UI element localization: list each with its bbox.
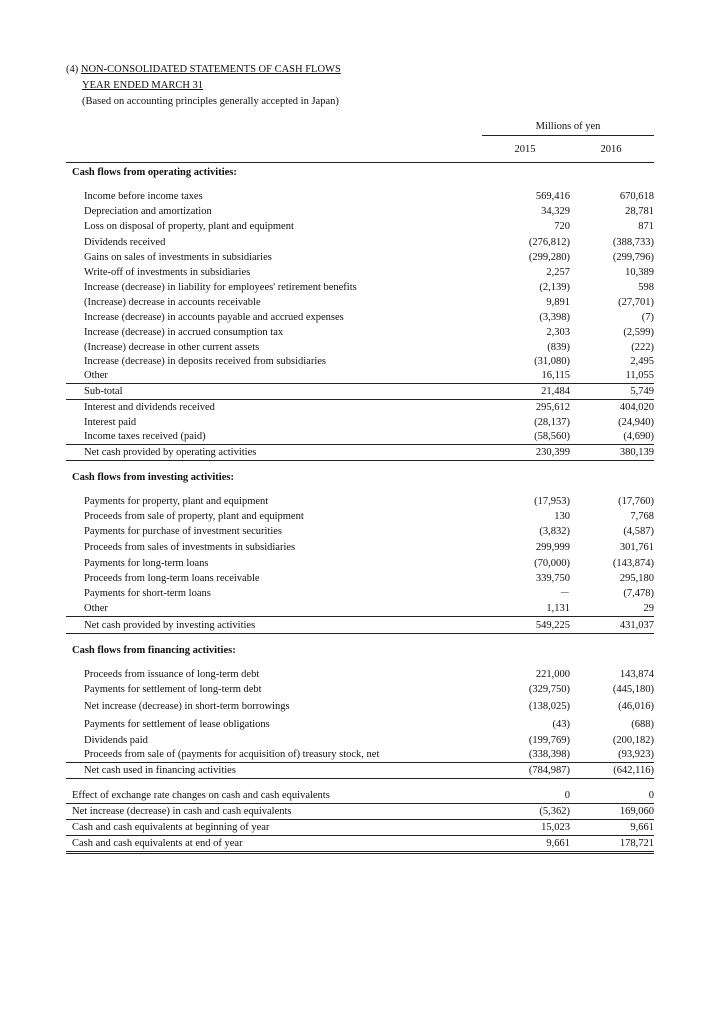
row-label: Other: [84, 603, 108, 614]
row-label: Cash and cash equivalents at beginning of year: [72, 822, 270, 833]
row-label: Other: [84, 370, 108, 381]
value-2015: (58,560): [534, 431, 570, 442]
table-row: [66, 540, 654, 555]
value-2016: (143,874): [612, 558, 654, 569]
statement-header: [66, 62, 341, 110]
row-label: Cash flows from financing activities:: [72, 645, 236, 656]
section-heading-financing: [66, 643, 654, 658]
value-2016: 178,721: [619, 838, 654, 849]
value-2015: (199,769): [528, 735, 570, 746]
total-row-operating: [66, 445, 654, 461]
table-row: [66, 250, 654, 265]
value-2015: (3,832): [539, 526, 570, 537]
value-2016: 7,768: [630, 511, 654, 522]
exchange-effect-row: [66, 788, 654, 804]
value-2016: (688): [631, 719, 654, 730]
row-label: Sub-total: [84, 386, 123, 397]
table-row: [66, 571, 654, 586]
value-2015: (2,139): [539, 282, 570, 293]
row-label: Loss on disposal of property, plant and equipment: [84, 221, 294, 232]
section-number: (4): [66, 64, 81, 75]
value-2015: (3,398): [539, 312, 570, 323]
row-label: Net increase (decrease) in cash and cash equivalents: [72, 806, 292, 817]
row-label: Increase (decrease) in accounts payable and accrued expenses: [84, 312, 344, 323]
table-row: [66, 295, 654, 310]
table-row: [66, 586, 654, 601]
value-2015: (31,080): [534, 356, 570, 367]
row-label: Proceeds from sales of investments in subsidiaries: [84, 542, 296, 553]
row-label: Income taxes received (paid): [84, 431, 206, 442]
value-2016: 598: [638, 282, 654, 293]
table-row: [66, 265, 654, 280]
table-row: [66, 747, 654, 763]
value-2015: －: [559, 588, 570, 599]
value-2016: 295,180: [619, 573, 654, 584]
row-label: Payments for long-term loans: [84, 558, 209, 569]
net-change-row: [66, 804, 654, 820]
table-row: [66, 400, 654, 415]
value-2016: 871: [638, 221, 654, 232]
value-2015: 1,131: [546, 603, 570, 614]
value-2015: 130: [554, 511, 570, 522]
row-label: Payments for short-term loans: [84, 588, 211, 599]
row-label: Payments for property, plant and equipment: [84, 496, 269, 507]
row-label: Net cash provided by investing activities: [84, 620, 256, 631]
value-2016: (388,733): [612, 237, 654, 248]
table-row: [66, 189, 654, 204]
value-2015: 569,416: [535, 191, 570, 202]
row-label: (Increase) decrease in accounts receivable: [84, 297, 261, 308]
value-2015: 2,257: [546, 267, 570, 278]
unit-label: Millions of yen: [482, 121, 654, 136]
value-2015: 299,999: [535, 542, 570, 553]
value-2016: 2,495: [630, 356, 654, 367]
row-label: Payments for purchase of investment securities: [84, 526, 282, 537]
value-2016: (4,587): [623, 526, 654, 537]
table-row: [66, 601, 654, 617]
value-2015: 9,891: [546, 297, 570, 308]
value-2016: 169,060: [619, 806, 654, 817]
row-label: Cash flows from investing activities:: [72, 472, 234, 483]
value-2015: 16,115: [541, 370, 570, 381]
row-label: Proceeds from sale of (payments for acquisition of) treasury stock, net: [84, 749, 380, 760]
table-row: [66, 415, 654, 430]
section-heading-investing: [66, 470, 654, 485]
table-row: [66, 699, 654, 714]
value-2015: 34,329: [541, 206, 570, 217]
value-2015: (28,137): [534, 417, 570, 428]
value-2015: 339,750: [535, 573, 570, 584]
table-row: [66, 494, 654, 509]
value-2015: 0: [564, 790, 570, 801]
value-2015: 295,612: [535, 402, 570, 413]
row-label: Write-off of investments in subsidiaries: [84, 267, 251, 278]
row-label: Increase (decrease) in liability for employees' retirement benefits: [84, 282, 357, 293]
row-label: Proceeds from sale of property, plant and equipment: [84, 511, 304, 522]
row-label: Gains on sales of investments in subsidiaries: [84, 252, 272, 263]
value-2016: 431,037: [619, 620, 654, 631]
value-2015: (839): [547, 342, 570, 353]
row-label: Effect of exchange rate changes on cash and cash equivalents: [72, 790, 330, 801]
value-2015: 720: [554, 221, 570, 232]
table-row: [66, 368, 654, 384]
row-label: Payments for settlement of long-term debt: [84, 684, 262, 695]
table-row: [66, 340, 654, 355]
year-header-2016: 2016: [600, 144, 622, 155]
value-2016: (2,599): [623, 327, 654, 338]
table-row: [66, 354, 654, 369]
value-2016: 5,749: [630, 386, 654, 397]
value-2016: (24,940): [618, 417, 654, 428]
row-label: Increase (decrease) in accrued consumption tax: [84, 327, 284, 338]
statement-title: NON-CONSOLIDATED STATEMENTS OF CASH FLOWS: [80, 64, 341, 75]
value-2015: 221,000: [535, 669, 570, 680]
value-2016: (445,180): [612, 684, 654, 695]
value-2015: 21,484: [541, 386, 570, 397]
table-row: [66, 682, 654, 697]
row-label: Net cash used in financing activities: [84, 765, 236, 776]
row-label: Interest paid: [84, 417, 137, 428]
beginning-balance-row: [66, 820, 654, 836]
value-2016: (46,016): [618, 701, 654, 712]
accounting-basis: (Based on accounting principles generally accepted in Japan): [82, 96, 339, 107]
value-2015: (276,812): [528, 237, 570, 248]
row-label: Increase (decrease) in deposits received from subsidiaries: [84, 356, 326, 367]
value-2016: 28,781: [625, 206, 654, 217]
table-row: [66, 325, 654, 340]
value-2016: (17,760): [618, 496, 654, 507]
value-2016: 404,020: [619, 402, 654, 413]
row-label: Interest and dividends received: [84, 402, 215, 413]
table-row: [66, 235, 654, 250]
table-top-rule: [66, 162, 654, 163]
value-2016: 380,139: [619, 447, 654, 458]
value-2015: 549,225: [535, 620, 570, 631]
value-2015: (17,953): [534, 496, 570, 507]
row-label: Net increase (decrease) in short-term borrowings: [84, 701, 290, 712]
total-row-investing: [66, 618, 654, 634]
table-row: [66, 509, 654, 524]
total-row-financing: [66, 763, 654, 779]
table-row: [66, 204, 654, 219]
value-2016: (299,796): [612, 252, 654, 263]
row-label: Income before income taxes: [84, 191, 203, 202]
row-label: Cash and cash equivalents at end of year: [72, 838, 243, 849]
value-2015: (329,750): [528, 684, 570, 695]
value-2015: (43): [552, 719, 570, 730]
value-2015: 15,023: [541, 822, 570, 833]
row-label: Proceeds from issuance of long-term debt: [84, 669, 260, 680]
table-row: [66, 429, 654, 445]
statement-title-line: [66, 62, 341, 78]
row-label: Cash flows from operating activities:: [72, 167, 237, 178]
value-2015: (784,987): [528, 765, 570, 776]
value-2015: (138,025): [528, 701, 570, 712]
value-2016: 0: [648, 790, 654, 801]
value-2016: (27,701): [618, 297, 654, 308]
table-row: [66, 280, 654, 295]
value-2016: (222): [631, 342, 654, 353]
subtotal-row: [66, 384, 654, 400]
value-2016: 9,661: [630, 822, 654, 833]
row-label: Dividends received: [84, 237, 166, 248]
table-row: [66, 733, 654, 748]
ending-balance-row: [66, 836, 654, 854]
row-label: Proceeds from long-term loans receivable: [84, 573, 260, 584]
value-2016: (4,690): [623, 431, 654, 442]
value-2016: 29: [643, 603, 654, 614]
table-row: [66, 524, 654, 539]
row-label: Depreciation and amortization: [84, 206, 212, 217]
value-2015: (299,280): [528, 252, 570, 263]
value-2015: (5,362): [539, 806, 570, 817]
row-label: Net cash provided by operating activities: [84, 447, 257, 458]
value-2015: 230,399: [535, 447, 570, 458]
section-heading-operating: [66, 165, 654, 180]
value-2015: 2,303: [546, 327, 570, 338]
table-row: [66, 717, 654, 732]
value-2016: 301,761: [619, 542, 654, 553]
table-row: [66, 556, 654, 571]
value-2016: 11,055: [625, 370, 654, 381]
value-2016: (7,478): [623, 588, 654, 599]
value-2016: 143,874: [619, 669, 654, 680]
value-2015: 9,661: [546, 838, 570, 849]
row-label: Dividends paid: [84, 735, 148, 746]
table-row: [66, 310, 654, 325]
value-2016: (93,923): [618, 749, 654, 760]
value-2015: (338,398): [528, 749, 570, 760]
value-2016: 10,389: [625, 267, 654, 278]
value-2016: (642,116): [613, 765, 654, 776]
table-row: [66, 667, 654, 682]
value-2015: (70,000): [534, 558, 570, 569]
value-2016: 670,618: [619, 191, 654, 202]
table-row: [66, 219, 654, 234]
value-2016: (7): [641, 312, 654, 323]
row-label: (Increase) decrease in other current assets: [84, 342, 260, 353]
value-2016: (200,182): [612, 735, 654, 746]
statement-period: YEAR ENDED MARCH 31: [82, 80, 204, 91]
row-label: Payments for settlement of lease obligations: [84, 719, 270, 730]
year-header-2015: 2015: [514, 144, 536, 155]
